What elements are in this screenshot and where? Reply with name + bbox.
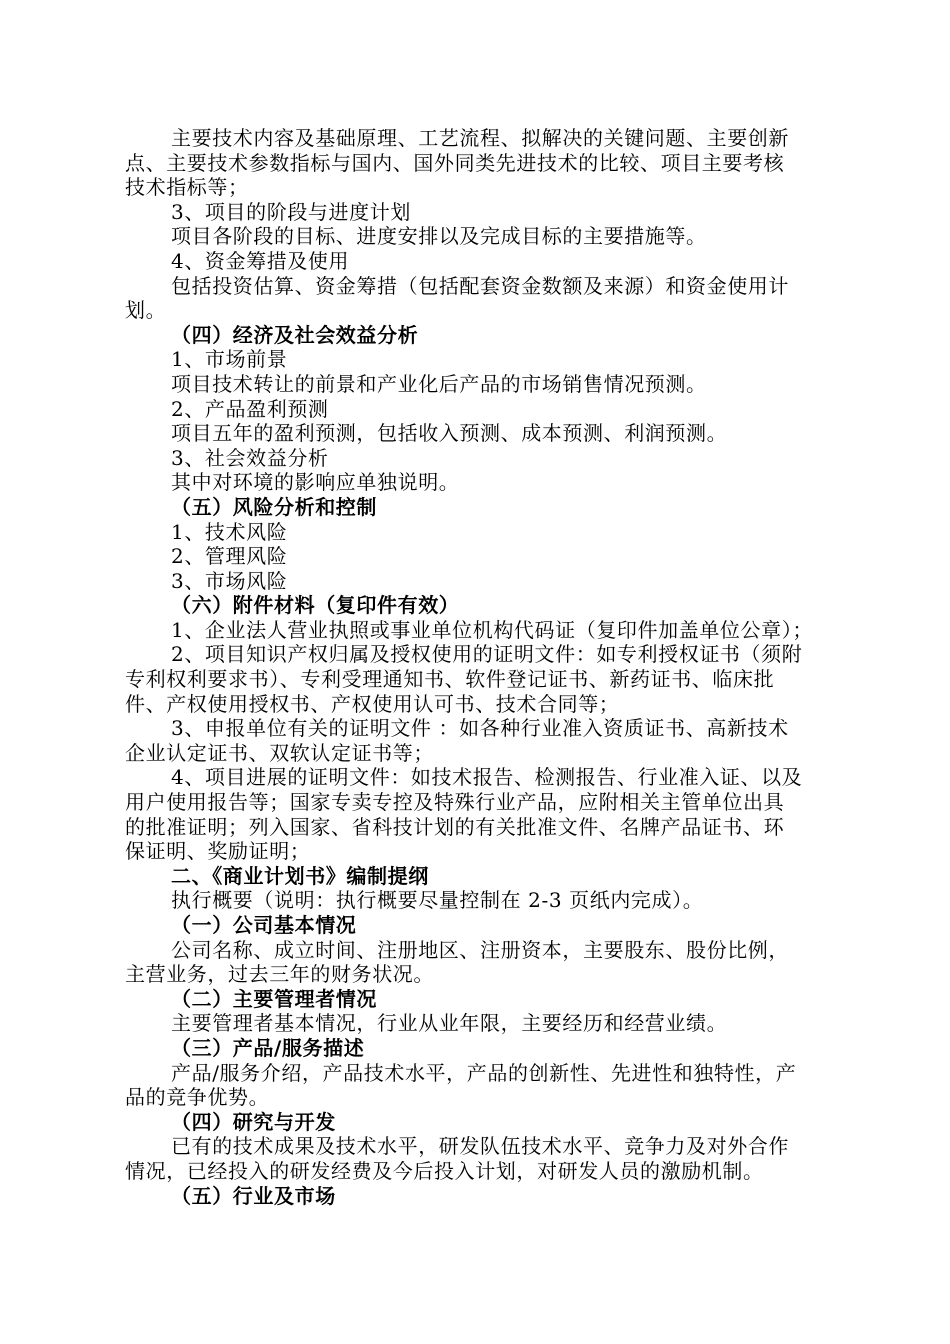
body-text-line: 执行概要（说明：执行概要尽量控制在 2-3 页纸内完成）。 — [171, 888, 704, 913]
body-text-line: 已有的技术成果及技术水平，研发队伍技术水平、竞争力及对外合作 — [171, 1134, 789, 1159]
section-heading: （一）公司基本情况 — [171, 913, 357, 937]
body-text-line: 3、社会效益分析 — [171, 445, 329, 470]
body-text-line: 点、主要技术参数指标与国内、国外同类先进技术的比较、项目主要考核 — [125, 150, 785, 175]
body-text-line: 主营业务，过去三年的财务状况。 — [125, 962, 434, 987]
body-text-line: 4、资金筹措及使用 — [171, 248, 350, 273]
body-text-line: 1、企业法人营业执照或事业单位机构代码证（复印件加盖单位公章）； — [171, 617, 813, 642]
section-heading: 二、《商业计划书》编制提纲 — [171, 863, 429, 888]
body-text-line: 1、技术风险 — [171, 519, 288, 544]
body-text-line: 主要技术内容及基础原理、工艺流程、拟解决的关键问题、主要创新 — [171, 126, 789, 150]
body-text-line: 专利权利要求书）、专利受理通知书、软件登记证书、新药证书、临床批 — [125, 667, 775, 692]
body-text-line: 划。 — [125, 298, 167, 323]
body-text-line: 项目技术转让的前景和产业化后产品的市场销售情况预测。 — [171, 371, 707, 396]
body-text-line: 件、产权使用授权书、产权使用认可书、技术合同等； — [125, 691, 620, 716]
section-heading: （三）产品/服务描述 — [171, 1035, 365, 1060]
body-text-line: 3、项目的阶段与进度计划 — [171, 199, 411, 224]
body-text-line: 1、市场前景 — [171, 347, 288, 372]
body-text-line: 2、产品盈利预测 — [171, 396, 329, 421]
body-text-line: 公司名称、成立时间、注册地区、注册资本，主要股东、股份比例， — [171, 937, 789, 962]
body-text-line: 3、申报单位有关的证明文件 ：如各种行业准入资质证书、高新技术 — [171, 716, 789, 741]
section-heading: （六）附件材料（复印件有效） — [171, 593, 460, 618]
body-text-line: 情况，已经投入的研发经费及今后投入计划，对研发人员的激励机制。 — [125, 1158, 764, 1183]
document-page — [125, 126, 841, 1208]
section-heading: （五）风险分析和控制 — [171, 494, 377, 519]
body-text-line: 品的竞争优势。 — [125, 1085, 270, 1110]
body-text-line: 保证明、奖励证明； — [125, 839, 311, 864]
body-text-line: 2、项目知识产权归属及授权使用的证明文件：如专利授权证书（须附 — [171, 642, 803, 667]
body-text-line: 3、市场风险 — [171, 568, 288, 593]
section-heading: （二）主要管理者情况 — [171, 986, 377, 1011]
section-heading: （五）行业及市场 — [171, 1183, 336, 1208]
body-text-line: 的批准证明；列入国家、省科技计划的有关批准文件、名牌产品证书、环 — [125, 814, 785, 839]
body-text-line: 4、项目进展的证明文件：如技术报告、检测报告、行业准入证、以及 — [171, 765, 803, 790]
body-text-line: 主要管理者基本情况，行业从业年限，主要经历和经营业绩。 — [171, 1011, 728, 1036]
body-text-line: 项目五年的盈利预测，包括收入预测、成本预测、利润预测。 — [171, 421, 728, 446]
body-text-line: 2、管理风险 — [171, 544, 288, 569]
body-text-line: 其中对环境的影响应单独说明。 — [171, 470, 460, 495]
body-text-line: 项目各阶段的目标、进度安排以及完成目标的主要措施等。 — [171, 224, 707, 249]
body-text-line: 企业认定证书、双软认定证书等； — [125, 740, 434, 765]
section-heading: （四）经济及社会效益分析 — [171, 322, 419, 347]
body-text-line: 用户使用报告等；国家专卖专控及特殊行业产品，应附相关主管单位出具 — [125, 790, 785, 815]
body-text-line: 技术指标等； — [125, 175, 249, 200]
body-text-line: 包括投资估算、资金筹措（包括配套资金数额及来源）和资金使用计 — [171, 273, 789, 298]
section-heading: （四）研究与开发 — [171, 1109, 336, 1134]
body-text-line: 产品/服务介绍，产品技术水平，产品的创新性、先进性和独特性，产 — [171, 1060, 797, 1085]
